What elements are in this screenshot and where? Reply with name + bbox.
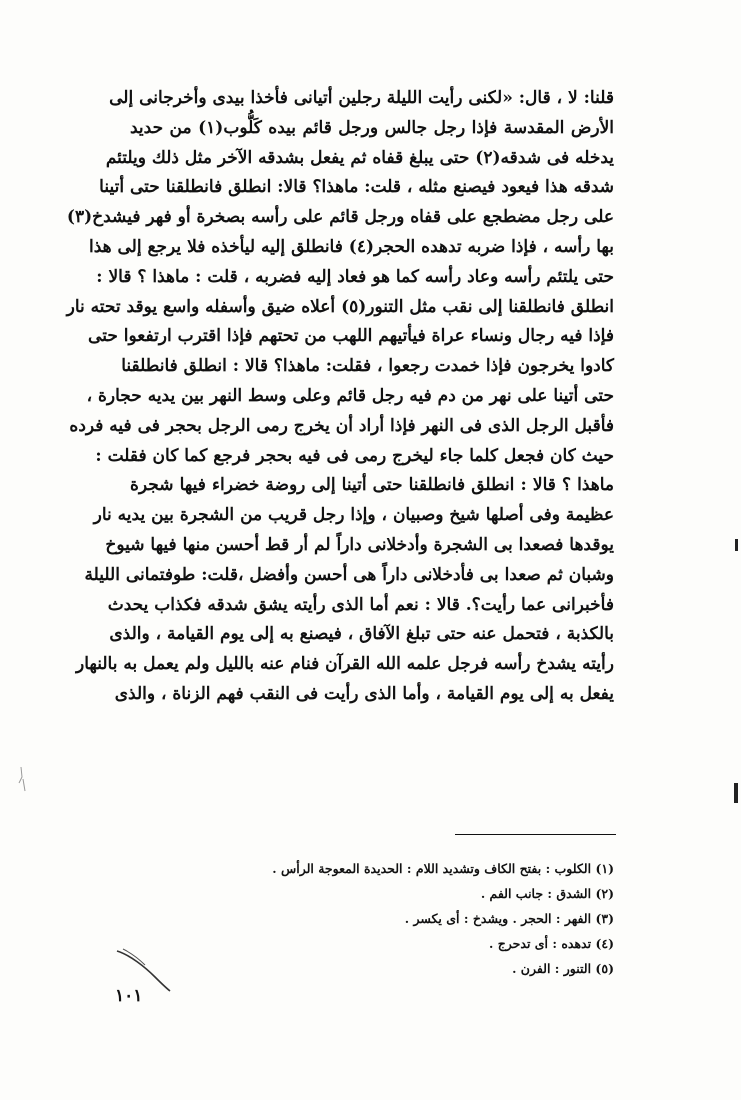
text-line: بها رأسه ، فإذا ضربه تدهده الحجر(٤) فانطلق إليه ليأخذه فلا يرجع إلى هذا: [88, 236, 614, 257]
scan-speck-mark: [733, 782, 740, 804]
scan-pen-stroke-mark: [115, 945, 175, 995]
footnote: (٣) الفهر : الحجر . ويشدخ : أى يكسر .: [404, 911, 614, 926]
text-line: ماهذا ؟ قالا : انطلق فانطلقنا حتى أتينا إلى روضة خضراء فيها شجرة: [130, 475, 614, 496]
text-line: فأقبل الرجل الذى فى النهر فإذا أراد أن يخرج رمى الرجل بحجر فى فيه فرده: [69, 415, 614, 436]
scan-smudge-mark: [15, 765, 29, 795]
page-number: ١٠١: [115, 986, 143, 1006]
text-line: عظيمة وفى أصلها شيخ وصبيان ، وإذا رجل قريب من الشجرة بين يديه نار: [93, 505, 614, 526]
footnote: (١) الكلوب : بفتح الكاف وتشديد اللام : الحديدة المعوجة الرأس .: [272, 861, 614, 876]
footnotes-block: [200, 856, 614, 981]
text-line: شدقه هذا فيعود فيصنع مثله ، قلت: ماهذا؟ قالا: انطلق فانطلقنا حتى أتينا: [99, 177, 614, 198]
footnote: (٤) تدهده : أى تدحرج .: [488, 936, 614, 951]
text-line: الأرض المقدسة فإذا رجل جالس ورجل قائم بيده كَلُّوب(١) من حديد: [130, 117, 615, 138]
text-line: يوقدها فصعدا بى الشجرة وأدخلانى داراً لم أر قط أحسن منها فيها شيوخ: [105, 534, 614, 555]
text-line: رأيته يشدخ رأسه فرجل علمه الله القرآن فنام عنه بالليل ولم يعمل به بالنهار: [76, 654, 614, 675]
text-line: حتى أتينا على نهر من دم فيه رجل قائم وعلى وسط النهر بين يديه حجارة ،: [86, 385, 614, 406]
text-line: بالكذبة ، فتحمل عنه حتى تبلغ الآفاق ، فيصنع به إلى يوم القيامة ، والذى: [109, 624, 614, 645]
text-line: انطلق فانطلقنا إلى نقب مثل التنور(٥) أعلاه ضيق وأسفله واسع يوقد تحته نار: [66, 296, 614, 317]
footnote-divider: [455, 834, 616, 835]
text-line: فإذا فيه رجال ونساء عراة فيأتيهم اللهب من تحتهم فإذا اقترب ارتفعوا حتى: [88, 326, 614, 347]
footnote: (٥) التنور : الفرن .: [512, 961, 614, 976]
text-line: يدخله فى شدقه(٢) حتى يبلغ قفاه ثم يفعل بشدقه الآخر مثل ذلك ويلتئم: [105, 147, 614, 168]
footnote: (٢) الشدق : جانب الفم .: [480, 886, 614, 901]
text-line: وشبان ثم صعدا بى فأدخلانى داراً هى أحسن وأفضل ،قلت: طوفتمانى الليلة: [84, 564, 614, 585]
scan-speck-mark: [734, 538, 740, 552]
text-line: قلنا: لا ، قال: «لكنى رأيت الليلة رجلين أتيانى فأخذا بيدى وأخرجانى إلى: [109, 88, 614, 108]
text-line: حتى يلتئم رأسه وعاد رأسه كما هو فعاد إليه فضربه ، قلت : ماهذا ؟ قالا :: [96, 266, 614, 287]
text-line: على رجل مضطجع على قفاه ورجل قائم على رأسه بصخرة أو فهر فيشدخ(٣): [66, 207, 614, 228]
text-line: حيث كان فجعل كلما جاء ليخرج رمى فى فيه بحجر فرجع كما كان فقلت :: [95, 445, 614, 466]
text-line: فأخبرانى عما رأيت؟. قالا : نعم أما الذى رأيته يشق شدقه فكذاب يحدث: [107, 594, 614, 615]
main-text-block: [66, 84, 615, 710]
text-line: يفعل به إلى يوم القيامة ، وأما الذى رأيت فى النقب فهم الزناة ، والذى: [114, 683, 614, 704]
text-line: كادوا يخرجون فإذا خمدت رجعوا ، فقلت: ماهذا؟ قالا : انطلق فانطلقنا: [121, 356, 614, 377]
